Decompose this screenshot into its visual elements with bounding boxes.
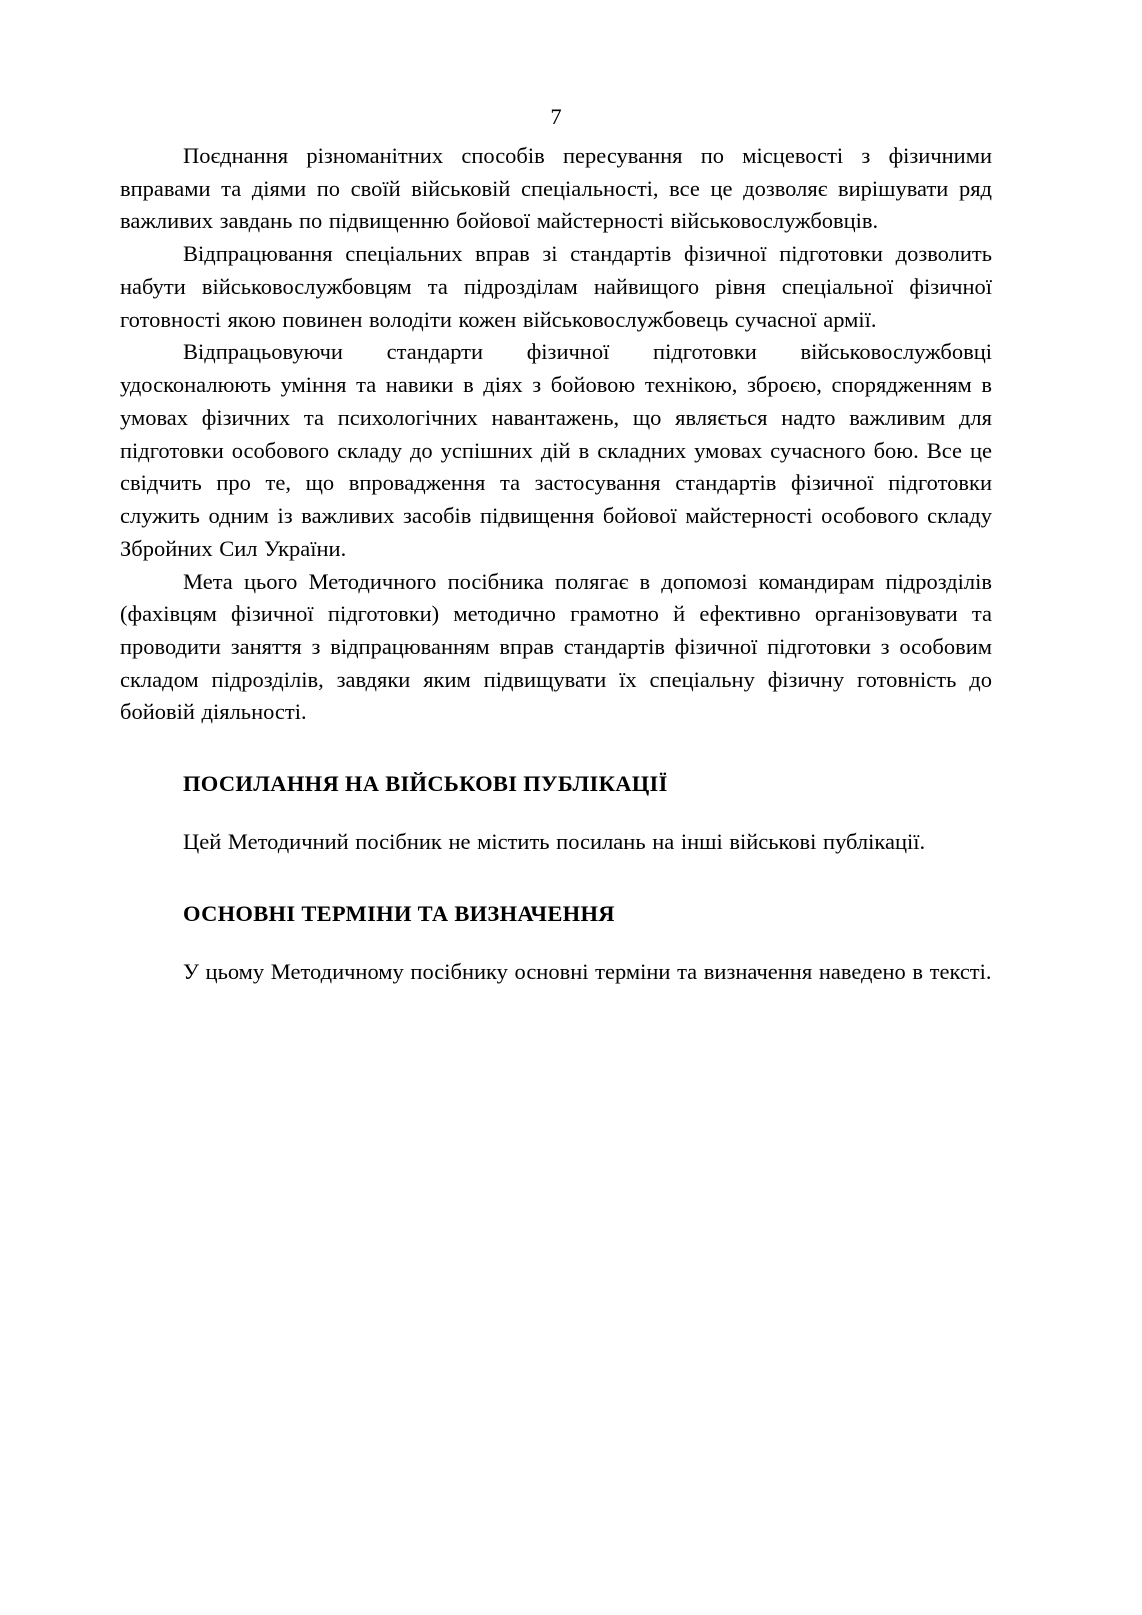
paragraph-standards-practice: Відпрацьовуючи стандарти фізичної підготовки військовослужбовці удосконалюють уміння та навики в діях з бойовою технікою, зброєю, спорядженням в умовах фізичних та психологічних навантажень, що являється надто важливим для підготовки особового складу до успішних дій в складних умовах сучасного бою. Все це свідчить про те, що впровадження та застосування стандартів фізичної підготовки служить одним із важливих засобів підвищення бойової майстерності особового складу Збройних Сил України. [120, 339, 992, 561]
paragraph-combination-methods: Поєднання різноманітних способів пересування по місцевості з фізичними вправами та діями по своїй військовій спеціальності, все це дозволяє вирішувати ряд важливих завдань по підвищенню бойової майстерності військовослужбовців. [120, 143, 992, 234]
page-number: 7 [550, 104, 562, 129]
section-heading-terms-definitions: ОСНОВНІ ТЕРМІНИ ТА ВИЗНАЧЕННЯ [183, 901, 615, 927]
section-heading-military-publications: ПОСИЛАННЯ НА ВІЙСЬКОВІ ПУБЛІКАЦІЇ [183, 771, 668, 797]
paragraph-special-exercises: Відпрацювання спеціальних вправ зі стандартів фізичної підготовки дозволить набути військовослужбовцям та підрозділам найвищого рівня спеціальної фізичної готовності якою повинен володіти кожен військовослужбовець сучасної армії. [120, 241, 992, 332]
paragraph-no-references: Цей Методичний посібник не містить посилань на інші військові публікації. [183, 829, 926, 855]
paragraph-terms-in-text: У цьому Методичному посібнику основні терміни та визначення наведено в тексті. [183, 959, 992, 985]
paragraph-manual-purpose: Мета цього Методичного посібника полягає в допомозі командирам підрозділів (фахівцям фізичної підготовки) методично грамотно й ефективно організовувати та проводити заняття з відпрацюванням вправ стандартів фізичної підготовки з особовим складом підрозділів, завдяки яким підвищувати їх спеціальну фізичну готовність до бойовій діяльності. [120, 568, 992, 725]
